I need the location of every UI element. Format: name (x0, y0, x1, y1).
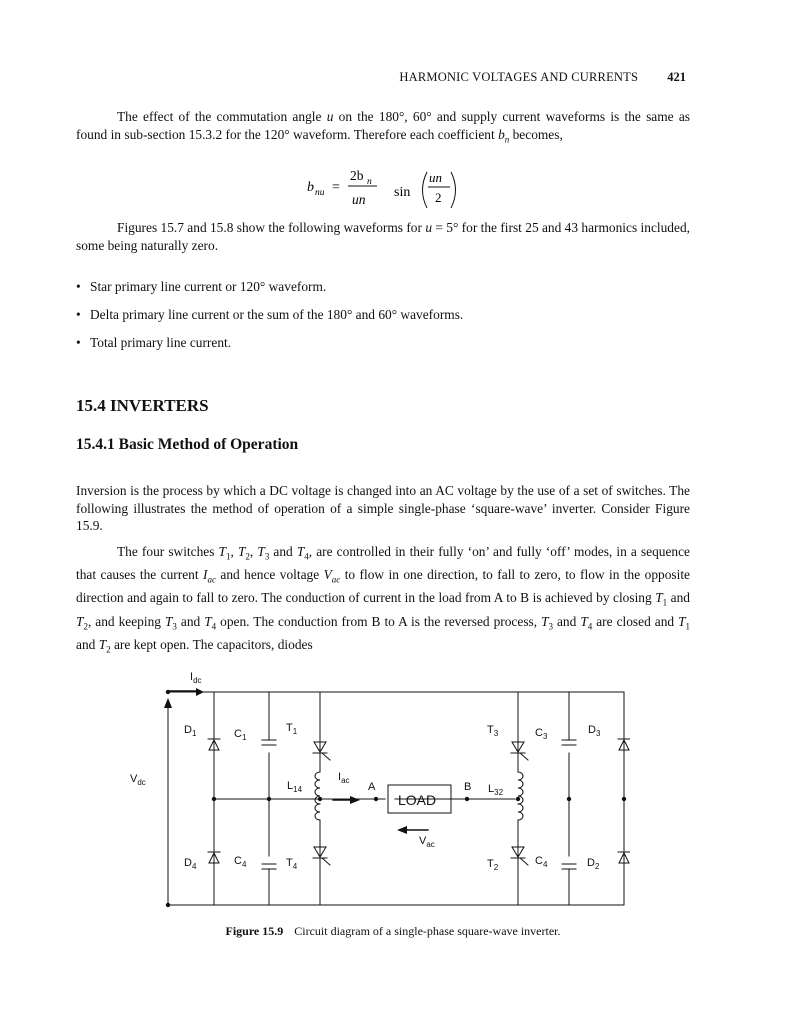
equation-bnu (305, 160, 485, 216)
running-header (0, 70, 686, 85)
label-d1: $D_1$ (184, 724, 197, 738)
figure-label: Figure 15.9 (225, 924, 284, 938)
inverter-circuit-diagram (130, 660, 630, 916)
label-c4-right: $C_4$ (535, 855, 548, 869)
label-node-b: B (464, 781, 472, 793)
label-load: LOAD (398, 792, 437, 808)
page-number: 421 (667, 70, 686, 84)
label-vdc: $V_{dc}$ (130, 773, 146, 787)
eq-arg-num: un (429, 170, 442, 185)
label-t3: $T_3$ (487, 724, 499, 738)
label-t2: $T_2$ (487, 858, 499, 872)
list-item: • Delta primary line current or the sum of the 180° and 60° waveforms. (76, 307, 464, 322)
paragraph-commutation: The effect of the commutation angle u on the 180°, 60° and supply current waveforms is the same as found in sub-section 15.3.2 for the 120° waveform. Therefore each coefficient $b_n$ becomes, (76, 109, 691, 145)
eq-num-sub: n (367, 177, 372, 187)
label-l32: $L_{32}$ (488, 783, 504, 797)
eq-equals: = (332, 180, 340, 195)
label-c1: $C_1$ (234, 728, 247, 742)
list-item: • Total primary line current. (76, 335, 232, 350)
eq-lhs-sub: nu (315, 188, 325, 198)
eq-den: un (352, 192, 366, 207)
label-iac: $I_{ac}$ (338, 771, 350, 785)
label-d4: $D_4$ (184, 857, 197, 871)
label-c3: $C_3$ (535, 727, 548, 741)
bullet-list (76, 279, 690, 363)
eq-arg-den: 2 (435, 190, 442, 205)
list-item: • Star primary line current or 120° waveform. (76, 279, 327, 294)
label-l14: $L_{14}$ (287, 780, 303, 794)
running-title: HARMONIC VOLTAGES AND CURRENTS (399, 70, 639, 84)
label-node-a: A (368, 781, 376, 793)
section-heading: 15.4 INVERTERS (76, 396, 209, 415)
label-idc: $I_{dc}$ (190, 671, 202, 685)
eq-num: 2b (350, 168, 364, 183)
label-d2: $D_2$ (587, 857, 600, 871)
figure-caption-text: Circuit diagram of a single-phase square-wave inverter. (294, 924, 561, 938)
label-t1: $T_1$ (286, 722, 298, 736)
eq-lhs: b (307, 180, 314, 195)
label-c4: $C_4$ (234, 855, 247, 869)
paragraph-inversion: Inversion is the process by which a DC voltage is changed into an AC voltage by the use of a set of switches. The following illustrates the method of operation of a simple single-phase ‘square-wave’ inverter. Consider Figure 15.9. (76, 483, 690, 533)
paragraph-switches: The four switches $T_1$, $T_2$, $T_3$ and $T_4$, are controlled in their fully ‘on’ and fully ‘off’ modes, in a sequence that causes the current $I_{ac}$ and hence voltage $V_{ac}$ to flow in one direction, to fall to zero, to flow in the opposite direction and again to fall to zero. The conduction of current in the load from A to B is achieved by closing $T_1$ and $T_2$, and keeping $T_3$ and $T_4$ open. The conduction from B to A is the reversed process, $T_3$ and $T_4$ are closed and $T_1$ and $T_2$ are kept open. The capacitors, diodes (76, 544, 691, 655)
paragraph-figures: Figures 15.7 and 15.8 show the following waveforms for u = 5° for the first 25 and 43 harmonics included, some being naturally zero. (76, 220, 690, 253)
eq-sin: sin (394, 185, 411, 200)
label-vac: $V_{ac}$ (419, 835, 435, 849)
label-t4: $T_4$ (286, 857, 298, 871)
figure-caption (0, 924, 786, 939)
subsection-heading: 15.4.1 Basic Method of Operation (76, 436, 299, 453)
label-d3: $D_3$ (588, 724, 601, 738)
